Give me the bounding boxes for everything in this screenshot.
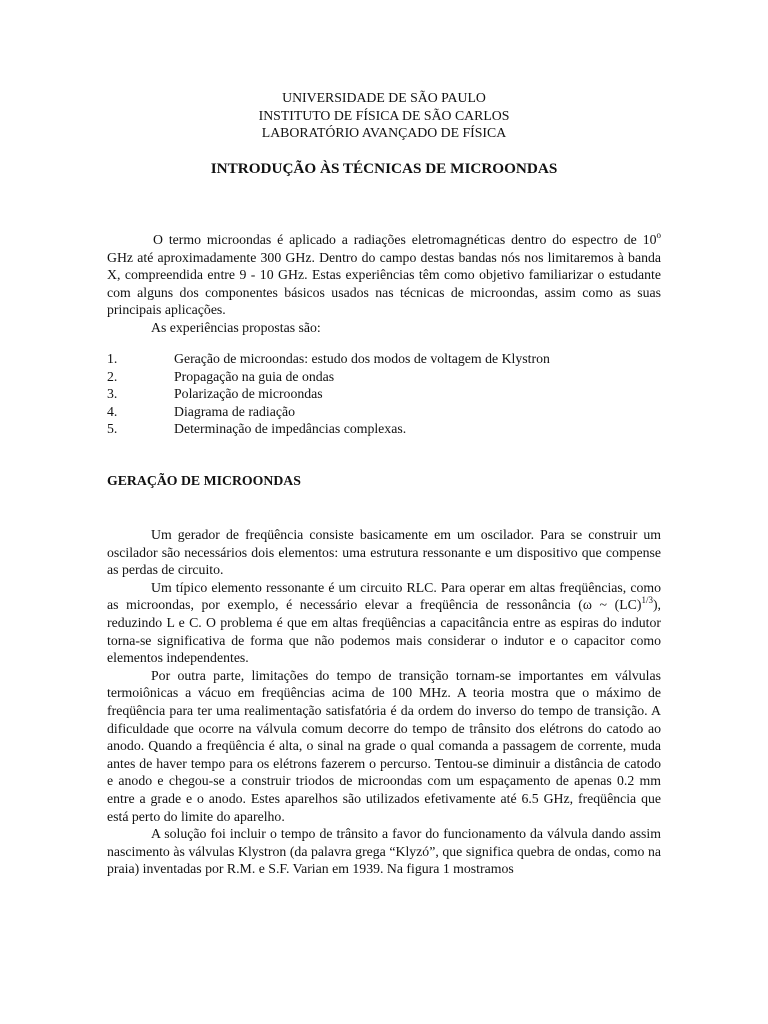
intro-paragraph (107, 231, 661, 319)
document-title: INTRODUÇÃO ÀS TÉCNICAS DE MICROONDAS (210, 160, 558, 177)
body-text-a: Um típico elemento ressonante é um circuito RLC. Para operar em altas freqüências, como as microondas, por exemplo, é necessário elevar a freqüência de ressonância (ω ~ (LC) (107, 579, 661, 613)
list-item-number: 1. (107, 351, 118, 366)
body-paragraph: Por outra parte, limitações do tempo de transição tornam-se importantes em válvulas termoiônicas a vácuo em freqüências acima de 100 MHz. A teoria mostra que o máximo de freqüência para ter uma realimentação satisfatória é da ordem do inverso do tempo de transição. A dificuldade que ocorre na válvula comum decorre do tempo de trânsito dos elétrons do catodo ao anodo. Quando a freqüência é alta, o sinal na grade o qual comanda a passagem de corrente, muda antes de haver tempo para os elétrons fazerem o percurso. Tentou-se diminuir a distância de catodo e anodo e chegou-se a construir triodos de microondas com um espaçamento de apenas 0.2 mm entre a grade e o anodo. Estes aparelhos são utilizados efetivamente até 6.5 GHz, freqüência que está perto do limite do aparelho. (107, 667, 661, 824)
list-item-text: Diagrama de radiação (174, 403, 296, 419)
list-item-text: Geração de microondas: estudo dos modos de voltagem de Klystron (174, 351, 550, 366)
list-item-number: 3. (107, 386, 118, 402)
list-item (107, 350, 661, 368)
list-item-text: Determinação de impedâncias complexas. (174, 421, 407, 437)
section-heading: GERAÇÃO DE MICROONDAS (107, 473, 301, 488)
intro-section (107, 231, 661, 337)
university-name: UNIVERSIDADE DE SÃO PAULO (282, 90, 486, 105)
list-item-number: 2. (107, 368, 118, 384)
intro-text-a: O termo microondas é aplicado a radiações eletromagnéticas dentro do espectro de 10 (153, 232, 657, 247)
experiments-list (107, 350, 661, 438)
institution-header (0, 89, 768, 142)
list-item (107, 403, 661, 421)
list-item-text: Polarização de microondas (174, 386, 323, 402)
list-item (107, 385, 661, 403)
body-text-b: ), reduzindo L e C. O problema é que em altas freqüências a capacitância entre as espiras do indutor torna-se significativa de forma que não podemos mais considerar o indutor e o capacitor como elementos independentes. (107, 597, 661, 666)
experiments-intro: As experiências propostas são: (151, 319, 321, 335)
institute-name: INSTITUTO DE FÍSICA DE SÃO CARLOS (258, 107, 510, 123)
list-item-text: Propagação na guia de ondas (174, 368, 335, 384)
laboratory-name: LABORATÓRIO AVANÇADO DE FÍSICA (261, 125, 507, 140)
body-paragraph: Um gerador de freqüência consiste basicamente em um oscilador. Para se construir um oscilador são necessários dois elementos: uma estrutura ressonante e um dispositivo que compense as perdas de circuito. (107, 527, 661, 578)
body-superscript: 1/3 (641, 595, 653, 606)
list-item-number: 4. (107, 403, 118, 419)
body-paragraph: A solução foi incluir o tempo de trânsito a favor do funcionamento da válvula dando assim nascimento às válvulas Klystron (da palavra grega “Klyzó”, que significa quebra de ondas, como na praia) inventadas por R.M. e S.F. Varian em 1939. Na figura 1 mostramos (107, 826, 661, 877)
intro-text-b: GHz até aproximadamente 300 GHz. Dentro do campo destas bandas nós nos limitaremos à banda X, compreendida entre 9 - 10 GHz. Estas experiências têm como objetivo familiarizar o estudante com alguns dos componentes básicos usados nas técnicas de microondas, assim como as suas principais aplicações. (107, 249, 661, 318)
section-body (107, 526, 661, 878)
intro-superscript: o (656, 230, 661, 240)
list-item-number: 5. (107, 421, 118, 437)
list-item (107, 368, 661, 386)
body-paragraph (107, 579, 661, 667)
list-item (107, 420, 661, 438)
